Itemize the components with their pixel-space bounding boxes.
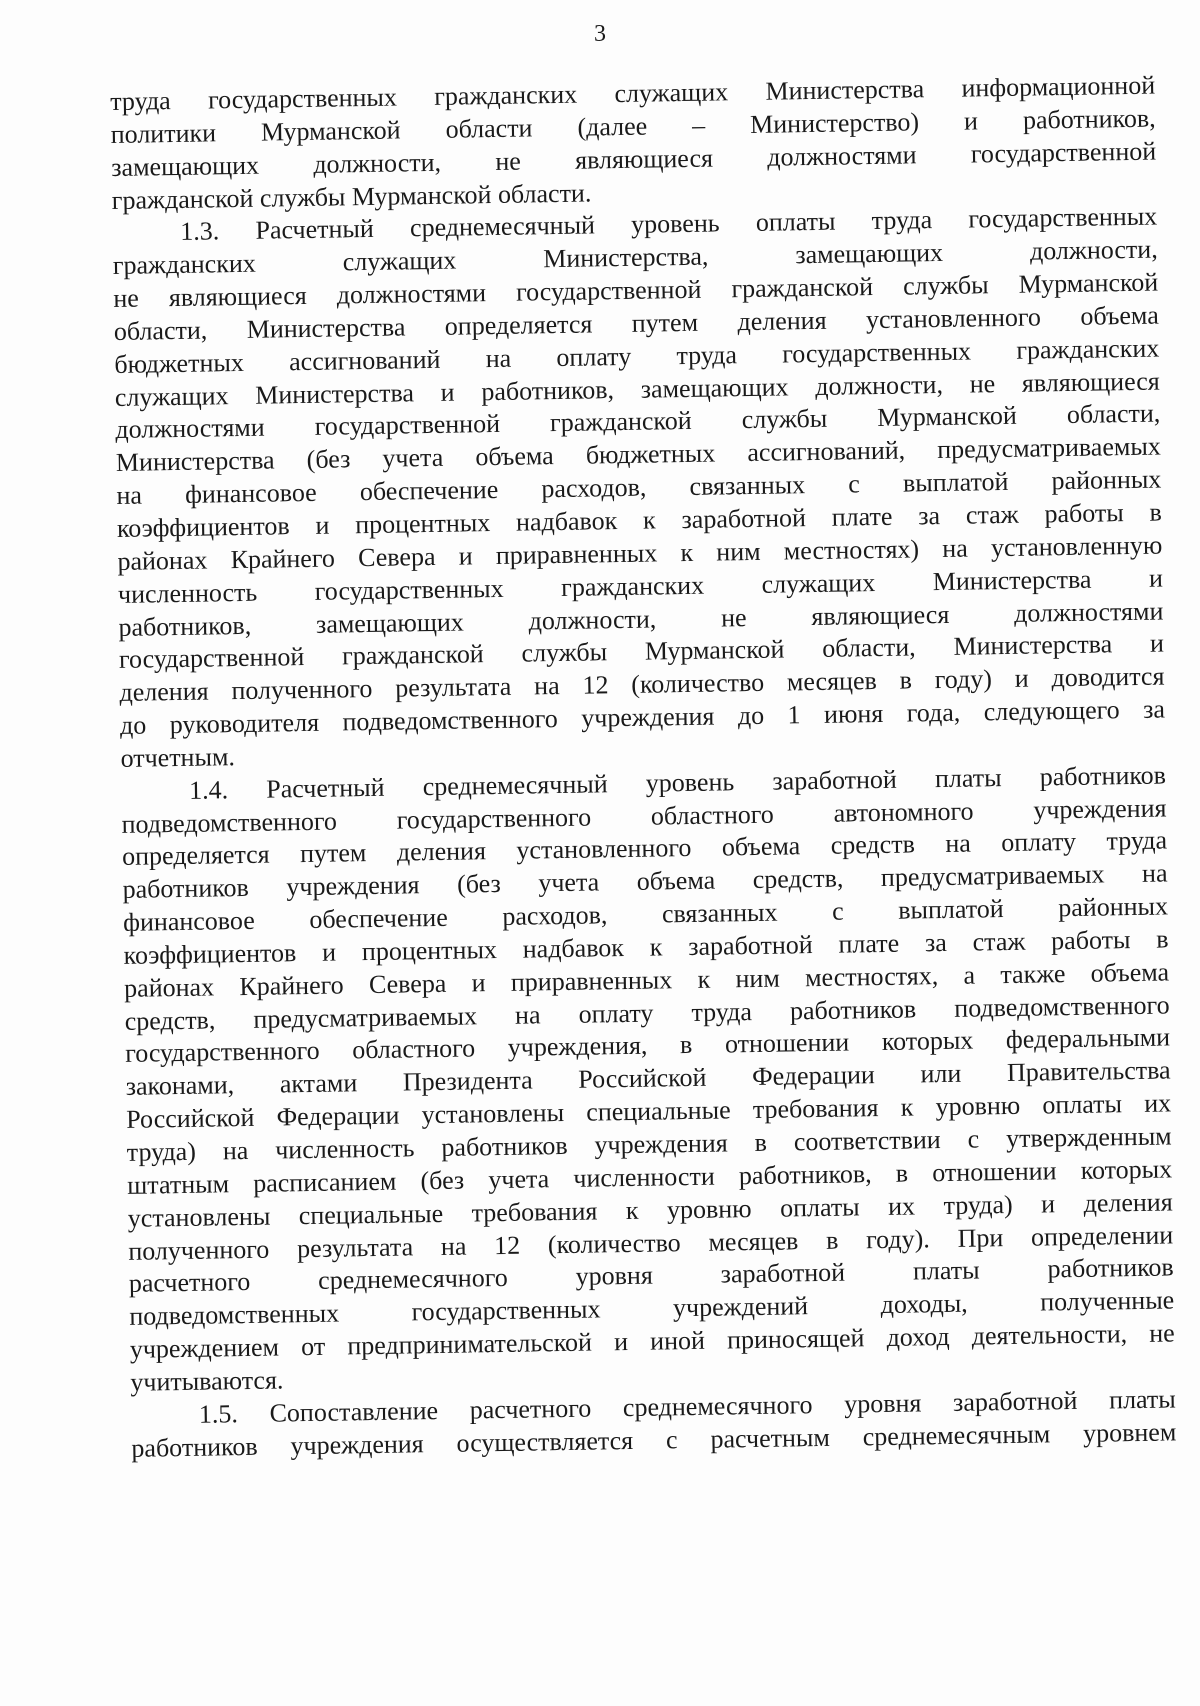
document-line: государственного областного учреждения, в отношении которых федеральными	[124, 1022, 1171, 1069]
document-line: коэффициентов и процентных надбавок к заработной плате за стаж работы в	[123, 924, 1169, 970]
page-number: 3	[594, 21, 606, 47]
document-line: работников учреждения осуществляется с расчетным среднемесячным уровнем	[131, 1417, 1177, 1463]
document-line: гражданских служащих Министерства, замещающих должности,	[112, 234, 1158, 281]
document-line: работников учреждения (без учета объема средств, предусматриваемых на	[122, 858, 1168, 905]
document-body	[110, 70, 1177, 1466]
document-line: подведомственного государственного областного автономного учреждения	[121, 793, 1167, 839]
document-line: законами, актами Президента Российской Федерации или Правительства	[125, 1055, 1171, 1102]
document-line: до руководителя подведомственного учреждения до 1 июня года, следующего за	[119, 694, 1166, 740]
document-line: установлены специальные требования к уровню оплаты их труда) и деления	[127, 1187, 1173, 1233]
document-line: 1.4. Расчетный среднемесячный уровень заработной платы работников	[188, 760, 1167, 805]
document-line: области, Министерства определяется путем деления установленного объема	[113, 300, 1159, 346]
document-line: Министерства (без учета объема бюджетных ассигнований, предусматриваемых	[115, 431, 1162, 478]
document-line: деления полученного результата на 12 (количество месяцев в году) и доводится	[119, 661, 1165, 708]
document-line: Российской Федерации установлены специальные требования к уровню оплаты их	[126, 1088, 1172, 1135]
document-line: работников, замещающих должности, не являющиеся должностями	[118, 596, 1164, 642]
document-line: районах Крайнего Севера и приравненных к ним местностях, а также объема	[123, 957, 1170, 1003]
document-line: определяется путем деления установленного объема средств на оплату труда	[121, 825, 1168, 872]
document-line: труда) на численность работников учреждения в соответствии с утвержденным	[126, 1121, 1172, 1167]
document-line: численность государственных гражданских служащих Министерства и	[117, 563, 1164, 609]
document-line: гражданской службы Мурманской области.	[111, 177, 592, 215]
document-line: расчетного среднемесячного уровня заработной платы работников	[128, 1252, 1174, 1299]
document-line: труда государственных гражданских служащих Министерства информационной	[110, 70, 1156, 116]
document-line: 1.5. Сопоставление расчетного среднемесячного уровня заработной платы	[198, 1384, 1176, 1429]
document-line: подведомственных государственных учреждений доходы, полученные	[129, 1285, 1175, 1332]
document-line: государственной гражданской службы Мурманской области, Министерства и	[118, 628, 1165, 675]
document-line: отчетным.	[120, 741, 236, 773]
document-line: районах Крайнего Севера и приравненных к ним местностях) на установленную	[117, 530, 1163, 576]
document-line: не являющиеся должностями государственной гражданской службы Мурманской	[113, 267, 1159, 314]
document-line: политики Мурманской области (далее – Министерство) и работников,	[110, 103, 1156, 149]
document-line: на финансовое обеспечение расходов, связанных с выплатой районных	[116, 464, 1162, 511]
document-line: средств, предусматриваемых на оплату труда работников подведомственного	[124, 990, 1170, 1036]
document-line: бюджетных ассигнований на оплату труда государственных гражданских	[114, 333, 1160, 379]
document-line: учитываются.	[130, 1365, 284, 1397]
document-line: 1.3. Расчетный среднемесячный уровень оплаты труда государственных	[180, 201, 1158, 247]
document-line: полученного результата на 12 (количество месяцев в году). При определении	[128, 1219, 1174, 1266]
document-line: штатным расписанием (без учета численности работников, в отношении которых	[127, 1154, 1173, 1200]
document-line: должностями государственной гражданской службы Мурманской области,	[115, 398, 1161, 445]
document-line: коэффициентов и процентных надбавок к заработной плате за стаж работы в	[116, 497, 1163, 543]
document-line: служащих Министерства и работников, замещающих должности, не являющиеся	[114, 366, 1160, 412]
document-line: учреждением от предпринимательской и иной приносящей доход деятельности, не	[129, 1318, 1175, 1364]
document-line: замещающих должности, не являющиеся должностями государственной	[111, 136, 1157, 182]
document-line: финансовое обеспечение расходов, связанных с выплатой районных	[122, 891, 1169, 937]
